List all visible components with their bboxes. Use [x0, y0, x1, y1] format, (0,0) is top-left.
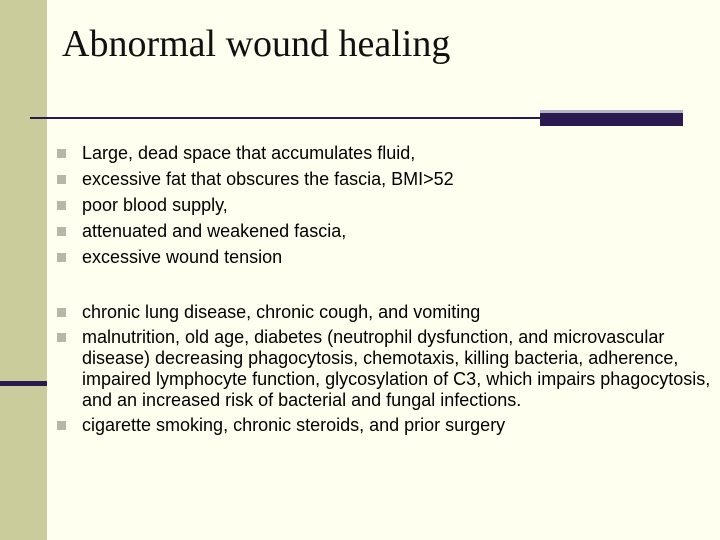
list-item — [57, 221, 517, 242]
list-item-text: attenuated and weakened fascia, — [82, 221, 347, 241]
square-bullet-icon — [57, 201, 66, 210]
list-item-text: chronic lung disease, chronic cough, and vomiting — [82, 302, 481, 322]
bullet-list-wound-factors — [57, 143, 517, 268]
list-item-text: excessive fat that obscures the fascia, BMI>52 — [82, 169, 454, 189]
title-divider-bar — [540, 113, 683, 126]
left-decorative-band — [0, 0, 47, 540]
list-item — [57, 415, 719, 436]
list-item — [57, 302, 719, 323]
slide-title: Abnormal wound healing — [62, 23, 451, 65]
square-bullet-icon — [57, 253, 66, 262]
square-bullet-icon — [57, 421, 66, 430]
list-item-text: poor blood supply, — [82, 195, 228, 215]
list-item — [57, 327, 719, 411]
square-bullet-icon — [57, 308, 66, 317]
list-item — [57, 169, 517, 190]
list-item — [57, 143, 517, 164]
square-bullet-icon — [57, 175, 66, 184]
list-item-text: malnutrition, old age, diabetes (neutrophil dysfunction, and microvascular disease) decreasing phagocytosis, chemotaxis, killing bacteria, adherence, impaired lymphocyte function, glycosylation of C3, which impairs phagocytosis, and an increased risk of bacterial and fungal infections. — [82, 327, 711, 410]
list-item-text: cigarette smoking, chronic steroids, and prior surgery — [82, 415, 506, 435]
square-bullet-icon — [57, 149, 66, 158]
square-bullet-icon — [57, 333, 66, 342]
square-bullet-icon — [57, 227, 66, 236]
list-item-text: excessive wound tension — [82, 247, 283, 267]
list-item-text: Large, dead space that accumulates fluid, — [82, 143, 416, 163]
list-item — [57, 247, 517, 268]
title-divider-line — [30, 117, 540, 119]
list-item — [57, 195, 517, 216]
bullet-list-systemic-factors — [57, 302, 719, 436]
left-band-stripe — [0, 381, 47, 386]
